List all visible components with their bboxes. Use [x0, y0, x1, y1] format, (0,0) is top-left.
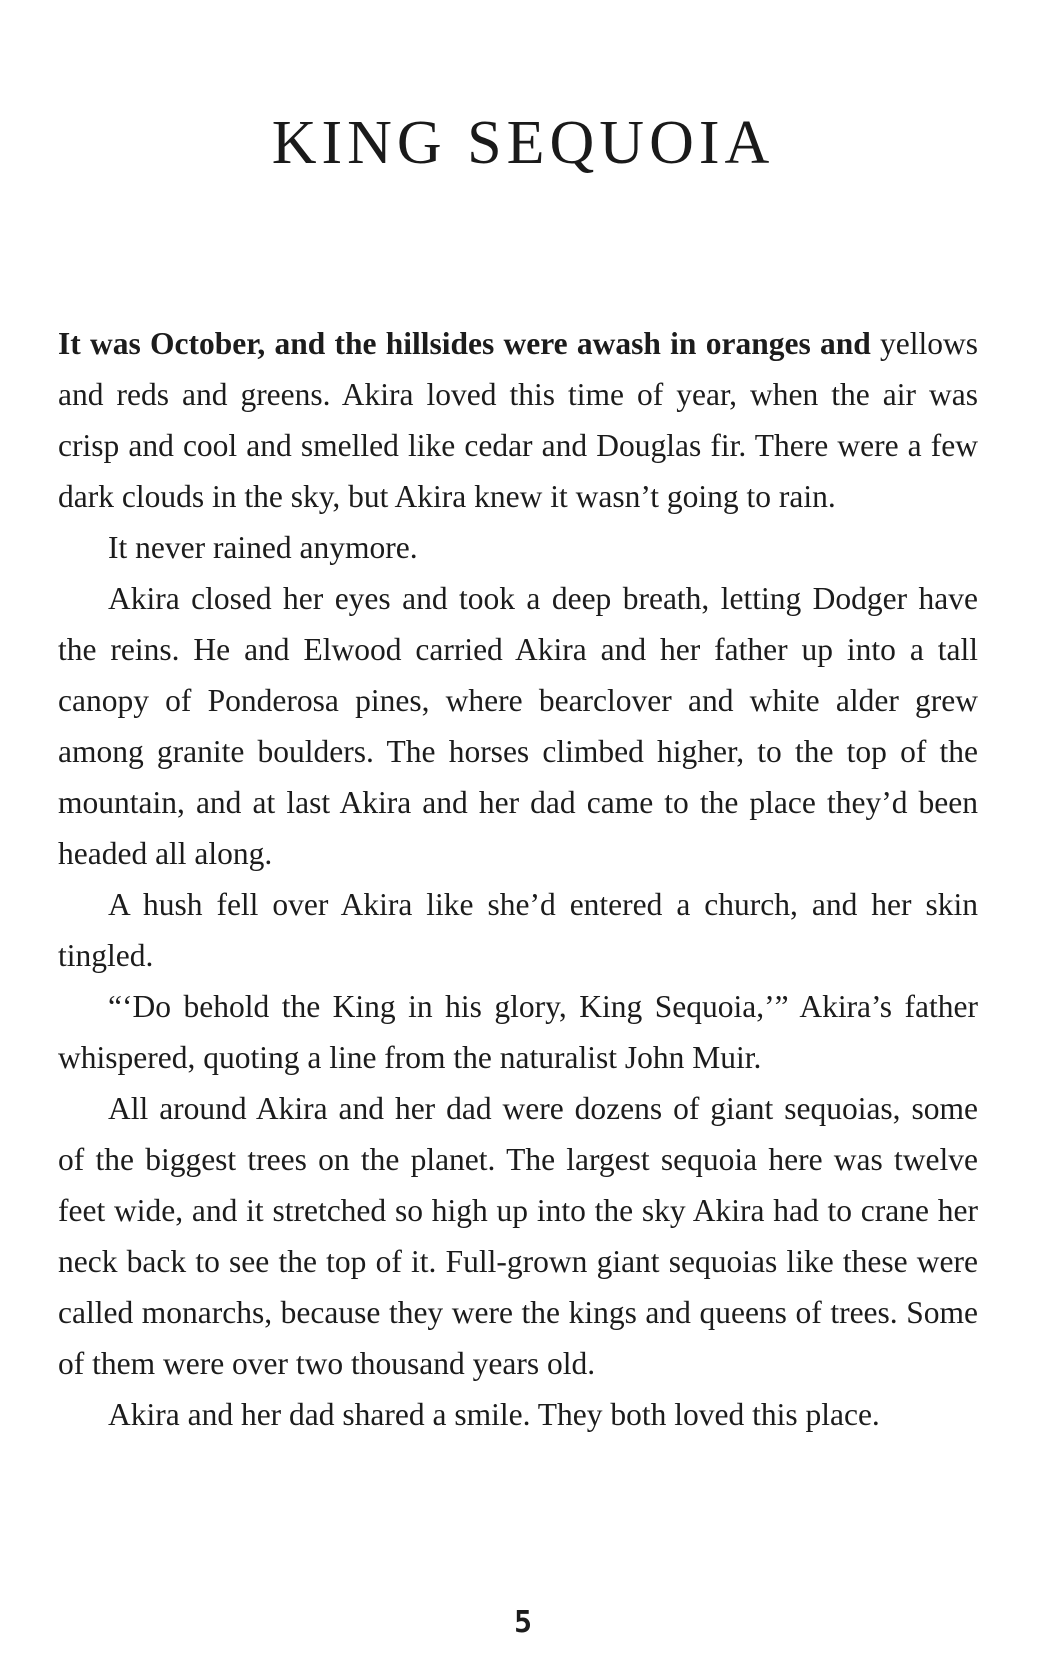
paragraph-4: A hush fell over Akira like she’d entered a church, and her skin tingled. — [58, 887, 978, 973]
paragraph-3: Akira closed her eyes and took a deep breath, letting Dodger have the reins. He and Elwood carried Akira and her father up into a tall canopy of Ponderosa pines, where bearclover and white alder grew among granite boulders. The horses climbed higher, to the top of the mountain, and at last Akira and her dad came to the place they’d been headed all along. — [58, 581, 978, 871]
paragraph-1-rest: yellows and reds and greens. Akira loved this time of year, when the air was crisp and cool and smelled like cedar and Douglas fir. There were a few dark clouds in the sky, but Akira knew it wasn’t going to rain. — [58, 326, 978, 514]
paragraph-1-lead: It was October, and the hillsides were awash in oranges and — [58, 326, 871, 361]
paragraph-6: All around Akira and her dad were dozens of giant sequoias, some of the biggest trees on the planet. The largest sequoia here was twelve feet wide, and it stretched so high up into the sky Akira had to crane her neck back to see the top of it. Full-grown giant sequoias like these were called monarchs, because they were the kings and queens of trees. Some of them were over two thousand years old. — [58, 1091, 978, 1381]
page-number: 5 — [513, 1605, 533, 1640]
chapter-body — [58, 318, 978, 1440]
paragraph-7: Akira and her dad shared a smile. They both loved this place. — [108, 1397, 880, 1432]
chapter-title: KING SEQUOIA — [271, 109, 775, 177]
paragraph-2: It never rained anymore. — [108, 530, 418, 565]
paragraph-5: “‘Do behold the King in his glory, King Sequoia,’” Akira’s father whispered, quoting a line from the naturalist John Muir. — [58, 989, 978, 1075]
paragraph-1 — [58, 318, 978, 522]
